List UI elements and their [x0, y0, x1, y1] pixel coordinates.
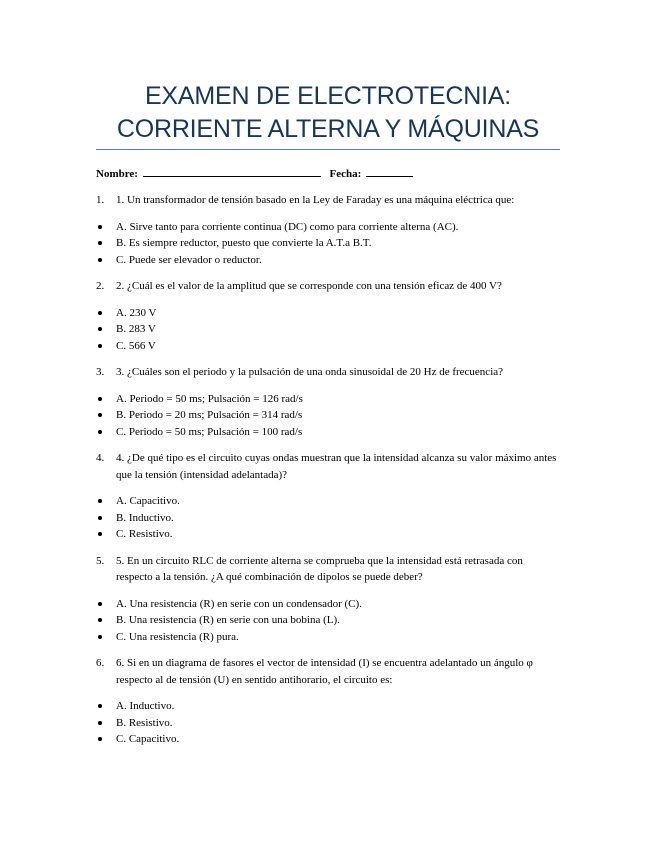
bullet-icon	[98, 532, 102, 536]
option-item	[96, 629, 560, 646]
page-title	[96, 80, 560, 146]
question-text: 2. ¿Cuál es el valor de la amplitud que se corresponde con una tensión eficaz de 400 V?	[116, 280, 502, 292]
question-6	[96, 655, 560, 688]
option-item	[96, 219, 560, 236]
option-text: C. Capacitivo.	[116, 733, 180, 745]
option-text: B. Periodo = 20 ms; Pulsación = 314 rad/s	[116, 409, 303, 421]
bullet-icon	[98, 413, 102, 417]
option-text: B. Una resistencia (R) en serie con una bobina (L).	[116, 614, 340, 626]
bullet-icon	[98, 499, 102, 503]
option-text: A. 230 V	[116, 306, 157, 319]
option-text: B. Es siempre reductor, puesto que convierte la A.T.a B.T.	[116, 237, 372, 249]
question-text: 5. En un circuito RLC de corriente alterna se comprueba que la intensidad está retrasada con respecto a la tensión. ¿A qué combinación de dipolos se puede deber?	[116, 554, 523, 583]
title-divider	[96, 149, 560, 150]
bullet-icon	[98, 241, 102, 245]
question-number: 2.	[96, 280, 105, 292]
bullet-icon	[98, 327, 102, 331]
bullet-icon	[98, 397, 102, 401]
option-item	[96, 526, 560, 543]
question-text: 3. ¿Cuáles son el periodo y la pulsación de una onda sinusoidal de 20 Hz de frecuencia?	[116, 366, 504, 378]
question-number: 4.	[96, 452, 105, 464]
bullet-icon	[98, 430, 102, 434]
question-5	[96, 553, 560, 586]
option-text: A. Periodo = 50 ms; Pulsación = 126 rad/s	[116, 392, 303, 405]
bullet-icon	[98, 704, 102, 708]
question-text: 1. Un transformador de tensión basado en la Ley de Faraday es una máquina eléctrica que:	[116, 194, 515, 206]
option-item	[96, 321, 560, 338]
options-list	[96, 391, 560, 441]
option-item	[96, 715, 560, 732]
option-text: C. 566 V	[116, 339, 156, 352]
options-list	[96, 219, 560, 269]
bullet-icon	[98, 721, 102, 725]
option-item	[96, 596, 560, 613]
options-list	[96, 596, 560, 646]
bullet-icon	[98, 516, 102, 520]
option-item	[96, 407, 560, 424]
options-list	[96, 698, 560, 748]
option-item	[96, 424, 560, 441]
option-text: C. Puede ser elevador o reductor.	[116, 253, 262, 266]
option-text: A. Inductivo.	[116, 700, 175, 712]
question-text: 4. ¿De qué tipo es el circuito cuyas ondas muestran que la intensidad alcanza su valor máximo antes que la tensión (intensidad adelantada)?	[116, 452, 557, 481]
question-1	[96, 192, 560, 209]
option-item	[96, 698, 560, 715]
question-number: 1.	[96, 194, 105, 206]
option-text: A. Sirve tanto para corriente continua (DC) como para corriente alterna (AC).	[116, 220, 459, 233]
option-item	[96, 338, 560, 355]
options-list	[96, 493, 560, 543]
question-3	[96, 364, 560, 381]
name-label: Nombre:	[96, 168, 138, 180]
option-item	[96, 235, 560, 252]
date-blank[interactable]	[366, 167, 413, 177]
bullet-icon	[98, 737, 102, 741]
name-blank[interactable]	[143, 167, 321, 177]
student-header	[96, 167, 413, 181]
title-line-2: CORRIENTE ALTERNA Y MÁQUINAS	[116, 115, 540, 143]
option-text: C. Resistivo.	[116, 528, 173, 540]
question-number: 5.	[96, 554, 105, 567]
option-text: C. Una resistencia (R) pura.	[116, 630, 239, 643]
option-item	[96, 391, 560, 408]
option-item	[96, 510, 560, 527]
question-4	[96, 450, 560, 483]
option-item	[96, 731, 560, 748]
bullet-icon	[98, 602, 102, 606]
option-item	[96, 252, 560, 269]
bullet-icon	[98, 635, 102, 639]
question-list	[96, 192, 560, 748]
option-text: C. Periodo = 50 ms; Pulsación = 100 rad/s	[116, 425, 303, 438]
option-text: B. Inductivo.	[116, 511, 174, 524]
options-list	[96, 305, 560, 355]
bullet-icon	[98, 258, 102, 262]
bullet-icon	[98, 225, 102, 229]
title-line-1: EXAMEN DE ELECTROTECNIA:	[144, 82, 512, 110]
bullet-icon	[98, 618, 102, 622]
option-item	[96, 305, 560, 322]
question-number: 3.	[96, 366, 105, 378]
question-number: 6.	[96, 657, 105, 669]
option-text: B. Resistivo.	[116, 716, 173, 729]
option-item	[96, 493, 560, 510]
option-text: A. Capacitivo.	[116, 495, 180, 507]
bullet-icon	[98, 344, 102, 348]
date-label: Fecha:	[329, 168, 362, 180]
option-item	[96, 612, 560, 629]
option-text: B. 283 V	[116, 323, 156, 335]
option-text: A. Una resistencia (R) en serie con un condensador (C).	[116, 597, 362, 610]
bullet-icon	[98, 311, 102, 315]
question-2	[96, 278, 560, 295]
question-text: 6. Si en un diagrama de fasores el vector de intensidad (I) se encuentra adelantado un ángulo φ respecto al de tensión (U) en sentido antihorario, el circuito es:	[116, 657, 533, 686]
